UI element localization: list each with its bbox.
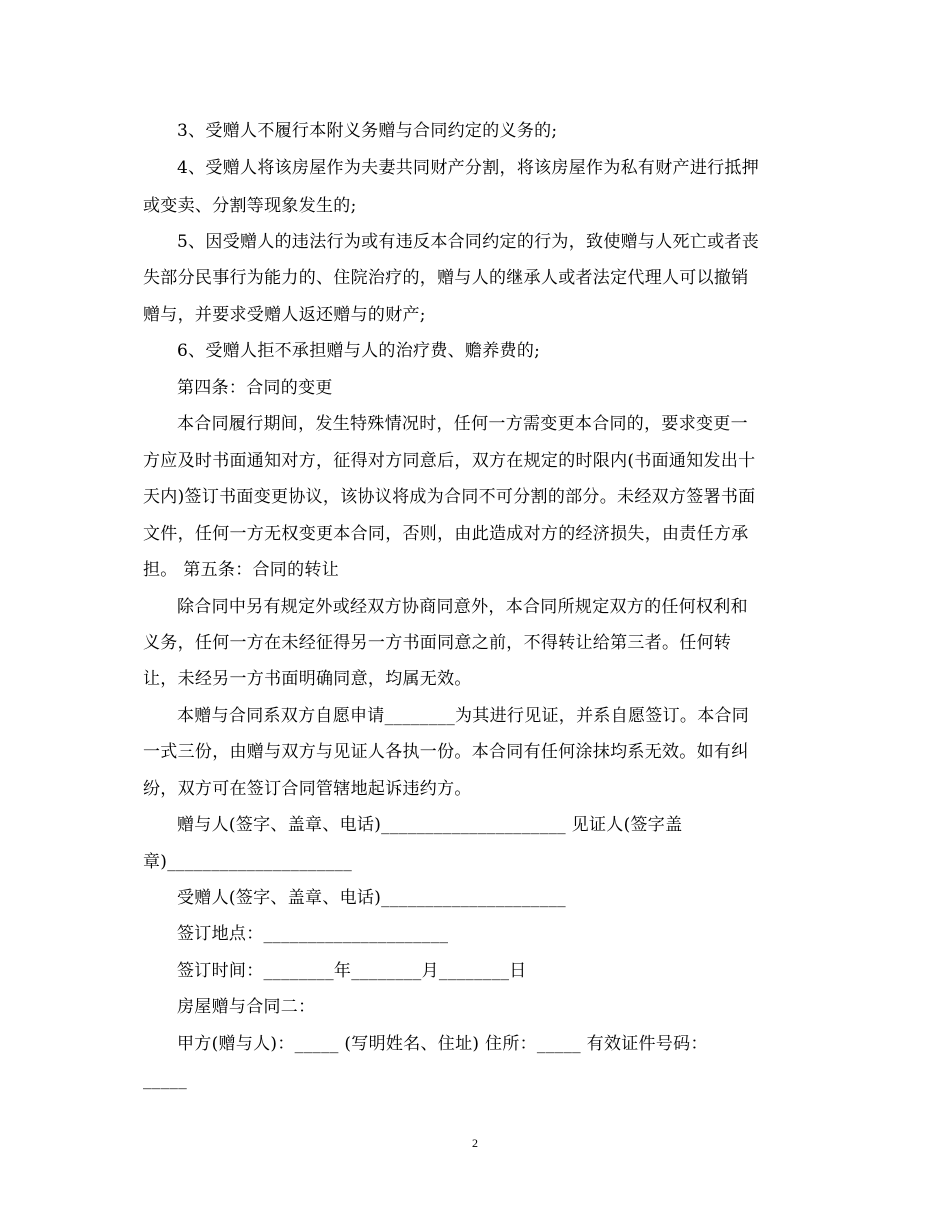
section-heading-contract-2: 房屋赠与合同二： [177, 997, 316, 1017]
text-line-clause-5: 5、因受赠人的违法行为或有违反本合同约定的行为，致使赠与人死亡或者丧 [177, 232, 760, 252]
text-line-witness-3: 纷，双方可在签订合同管辖地起诉违约方。 [143, 779, 472, 799]
text-line-witness-1: 本赠与合同系双方自愿申请________为其进行见证，并系自愿签订。本合同 [177, 706, 750, 726]
text-line-article-5-3: 让，未经另一方书面明确同意，均属无效。 [143, 669, 472, 689]
text-line-clause-4-cont: 或变卖、分割等现象发生的; [143, 196, 357, 216]
page-number: 2 [472, 1136, 478, 1150]
signing-date-line: 签订时间：________年________月________日 [177, 961, 527, 981]
text-line-article-5-1: 除合同中另有规定外或经双方协商同意外，本合同所规定双方的任何权利和 [177, 597, 748, 617]
text-line-witness-2: 一式三份，由赠与双方与见证人各执一份。本合同有任何涂抹均系无效。如有纠 [143, 742, 749, 762]
text-line-clause-5-cont-2: 赠与，并要求受赠人返还赠与的财产; [143, 305, 426, 325]
signature-line-donor: 赠与人(签字、盖章、电话)_____________________ 见证人(签字盖 [177, 815, 683, 835]
signing-place-line: 签订地点：_____________________ [177, 924, 449, 944]
text-line-article-4-3: 天内)签订书面变更协议，该协议将成为合同不可分割的部分。未经双方签署书面 [143, 487, 756, 507]
text-line-article-4-2: 方应及时书面通知对方，征得对方同意后，双方在规定的时限内(书面通知发出十 [143, 451, 756, 471]
text-line-clause-4: 4、受赠人将该房屋作为夫妻共同财产分割，将该房屋作为私有财产进行抵押 [177, 158, 760, 178]
text-line-article-5-heading: 担。 第五条：合同的转让 [143, 560, 340, 580]
section-heading-article-4: 第四条：合同的变更 [177, 378, 333, 398]
text-line-party-a-cont: _____ [143, 1070, 187, 1090]
text-line-article-4-4: 文件，任何一方无权变更本合同，否则，由此造成对方的经济损失，由责任方承 [143, 524, 749, 544]
text-line-article-5-2: 义务，任何一方在未经征得另一方书面同意之前，不得转让给第三者。任何转 [143, 633, 732, 653]
text-line-party-a: 甲方(赠与人)：_____ (写明姓名、住址) 住所：_____ 有效证件号码： [177, 1034, 708, 1054]
signature-line-witness: 章)_____________________ [143, 852, 353, 872]
text-line-article-4-1: 本合同履行期间，发生特殊情况时，任何一方需变更本合同的，要求变更一 [177, 414, 748, 434]
text-line-clause-3: 3、受赠人不履行本附义务赠与合同约定的义务的; [177, 121, 558, 141]
signature-line-donee: 受赠人(签字、盖章、电话)_____________________ [177, 888, 566, 908]
text-line-clause-6: 6、受赠人拒不承担赠与人的治疗费、赡养费的; [177, 341, 541, 361]
text-line-clause-5-cont-1: 失部分民事行为能力的、住院治疗的，赠与人的继承人或者法定代理人可以撤销 [143, 268, 749, 288]
